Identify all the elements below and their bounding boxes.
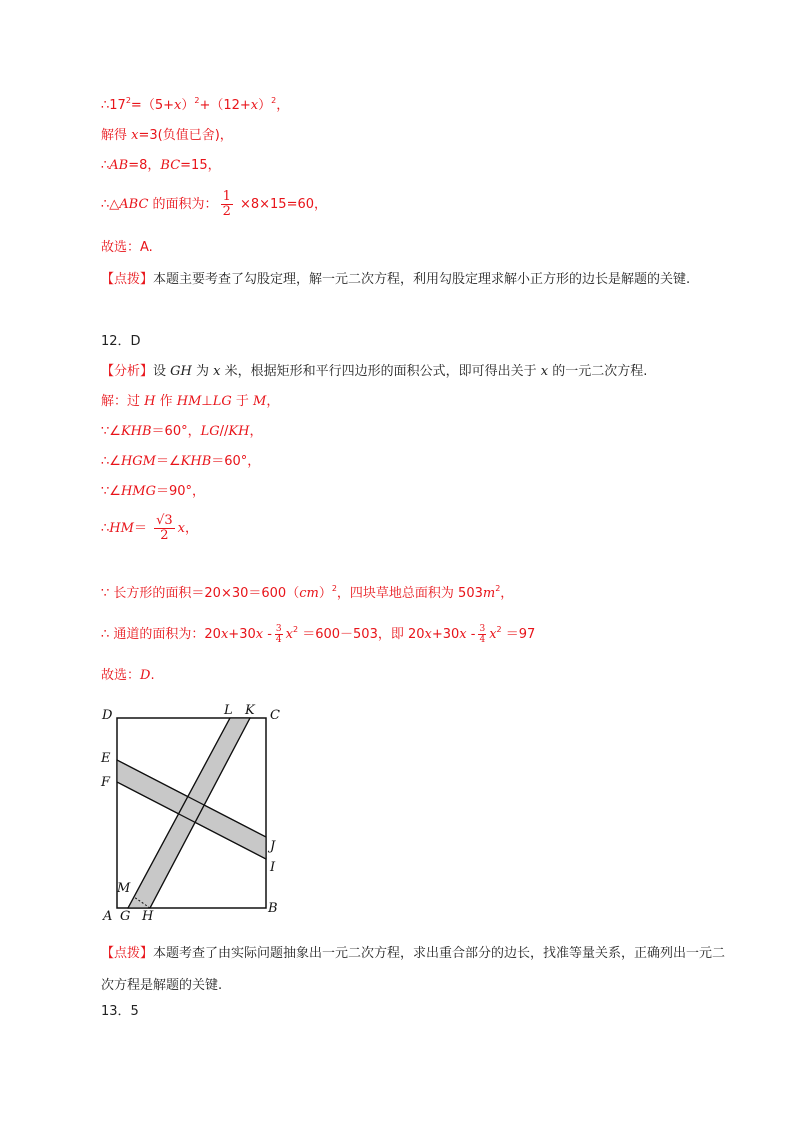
answer-line: 故选：D. — [101, 668, 155, 683]
label-a: A — [103, 909, 113, 924]
label-g: G — [120, 909, 131, 924]
fraction: $\frac{1}{2}$ — [222, 189, 231, 219]
edge-hk — [150, 718, 250, 908]
solution-line: 解得 x=3(负值已舍)， — [101, 128, 233, 143]
label-m: M — [117, 881, 131, 896]
question-number: 13．5 — [101, 1004, 139, 1019]
solution-line: ∵∠KHB＝60°，LG//KH， — [101, 424, 263, 439]
road-band-gl — [128, 718, 250, 908]
tip-paragraph: 【点拨】本题考查了由实际问题抽象出一元二次方程，求出重合部分的边长，找准等量关系，正确列出一元二次方程是解题的关键. — [101, 946, 726, 993]
solution-line: ∴ 通道的面积为：20x+30x - $\frac{3}{4}$ $x^2 =600-503$，即 20x+30x - $\frac{3}{4}$ $x^2 =97$ — [101, 624, 536, 645]
geometry-figure — [90, 698, 300, 926]
label-f: F — [101, 775, 111, 790]
solution-line: ∵ 长方形的面积＝20×30＝600（cm）$^2$，四块草地总面积为 $503m^2$， — [101, 584, 514, 601]
analysis-line: 【分析】设 GH 为 x 米，根据矩形和平行四边形的面积公式，即可得出关于 x 的一元二次方程. — [101, 364, 648, 379]
label-i: I — [270, 860, 276, 875]
label-j: J — [270, 839, 276, 854]
equation-line: $\therefore 17^2=(5+x)^2+(12+x)^2$， — [101, 96, 290, 113]
tip-paragraph: 【点拨】本题主要考查了勾股定理，解一元二次方程，利用勾股定理求解小正方形的边长是解题的关键. — [101, 272, 691, 287]
question-number: 12．D — [101, 334, 141, 349]
label-c: C — [270, 708, 280, 723]
fraction: $\frac{3}{4}$ — [275, 624, 282, 645]
fraction: $\frac{√3}{2}$ — [156, 513, 173, 543]
answer-line: 故选：A. — [101, 240, 153, 255]
label-d: D — [102, 708, 113, 723]
area-line: ∴△ABC 的面积为： $\frac{1}{2}$ ×8×15=60， — [101, 189, 328, 219]
label-e: E — [101, 751, 111, 766]
solution-line: ∴AB=8，BC=15， — [101, 158, 221, 173]
label-b: B — [268, 901, 278, 916]
label-k: K — [245, 703, 255, 718]
solution-line: ∴∠HGM＝∠KHB＝60°， — [101, 454, 261, 469]
solution-line: ∴HM＝ $\frac{√3}{2}$ x， — [101, 513, 198, 543]
label-l: L — [224, 703, 233, 718]
fraction: $\frac{3}{4}$ — [479, 624, 486, 645]
solution-line: 解：过 H 作 HM⊥LG 于 M， — [101, 394, 280, 409]
label-h: H — [142, 909, 154, 924]
solution-line: ∵∠HMG＝90°， — [101, 484, 206, 499]
